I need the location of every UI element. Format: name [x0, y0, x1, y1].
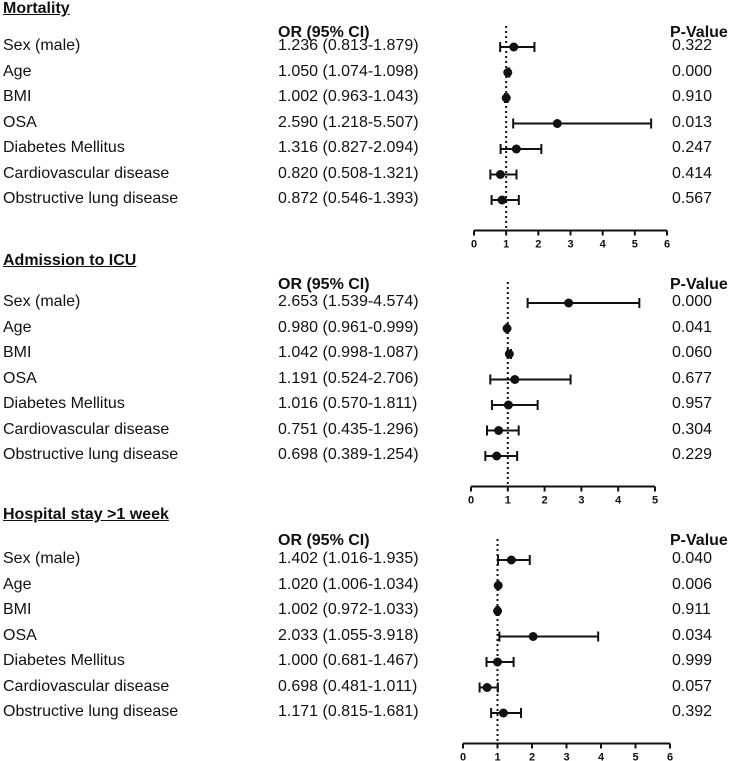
odds-ratio-point — [507, 556, 516, 565]
row-p-value: 0.304 — [672, 420, 713, 438]
row-or-ci: 1.020 (1.006-1.034) — [278, 575, 419, 593]
row-label: Obstructive lung disease — [3, 703, 179, 720]
row-or-ci: 1.002 (0.972-1.033) — [278, 601, 419, 618]
or-column-header: OR (95% CI) — [278, 532, 370, 549]
row-p-value: 0.392 — [672, 703, 713, 720]
x-tick-label: 2 — [541, 494, 548, 507]
row-p-value: 0.567 — [672, 190, 713, 207]
row-label: Diabetes Mellitus — [3, 652, 125, 669]
row-p-value: 0.006 — [672, 575, 713, 593]
x-tick-label: 0 — [470, 238, 478, 251]
odds-ratio-point — [564, 299, 573, 308]
row-label: Diabetes Mellitus — [3, 395, 125, 412]
forest-panel-3 — [0, 506, 749, 761]
row-label: BMI — [3, 88, 32, 105]
x-tick-label: 4 — [599, 238, 606, 251]
odds-ratio-point — [510, 375, 519, 384]
x-tick-label: 1 — [494, 751, 501, 761]
p-value-column-header: P-Value — [670, 276, 728, 293]
x-tick-label: 2 — [535, 238, 542, 251]
odds-ratio-point — [496, 170, 505, 179]
row-p-value: 0.910 — [672, 88, 713, 105]
row-or-ci: 1.042 (0.998-1.087) — [278, 344, 419, 361]
row-p-value: 0.911 — [672, 601, 711, 618]
x-tick-label: 3 — [567, 238, 574, 251]
row-label: Sex (male) — [3, 550, 81, 567]
odds-ratio-point — [483, 683, 492, 692]
row-p-value: 0.057 — [672, 677, 713, 695]
x-tick-label: 6 — [663, 238, 671, 251]
row-or-ci: 2.033 (1.055-3.918) — [278, 626, 419, 644]
row-p-value: 0.040 — [672, 550, 713, 567]
row-or-ci: 0.698 (0.389-1.254) — [278, 446, 419, 463]
x-tick-label: 2 — [528, 751, 536, 761]
forest-panel-1 — [0, 0, 749, 250]
or-column-header: OR (95% CI) — [278, 24, 370, 41]
row-label: Cardiovascular disease — [3, 164, 170, 182]
row-p-value: 0.677 — [672, 369, 713, 387]
odds-ratio-point — [492, 452, 501, 461]
forest-panel-2 — [0, 252, 749, 507]
row-label: BMI — [3, 344, 32, 361]
odds-ratio-point — [509, 43, 518, 52]
row-label: OSA — [3, 626, 37, 644]
row-or-ci: 0.872 (0.546-1.393) — [278, 190, 419, 207]
row-or-ci: 0.751 (0.435-1.296) — [278, 420, 419, 438]
row-or-ci: 2.590 (1.218-5.507) — [278, 113, 419, 131]
row-p-value: 0.000 — [672, 62, 713, 80]
row-or-ci: 0.698 (0.481-1.011) — [278, 677, 418, 695]
x-tick-label: 0 — [459, 751, 467, 761]
row-p-value: 0.060 — [672, 344, 713, 361]
x-tick-label: 3 — [563, 751, 570, 761]
row-or-ci: 1.191 (0.524-2.706) — [278, 369, 419, 387]
odds-ratio-point — [553, 119, 562, 128]
row-label: Cardiovascular disease — [3, 420, 170, 438]
x-tick-label: 0 — [467, 494, 475, 507]
row-label: Age — [3, 575, 32, 593]
panel-title: Hospital stay >1 week — [3, 506, 169, 523]
row-or-ci: 0.820 (0.508-1.321) — [278, 164, 419, 182]
x-tick-label: 1 — [503, 238, 510, 251]
p-value-column-header: P-Value — [670, 24, 728, 41]
row-label: Sex (male) — [3, 37, 81, 54]
row-label: Diabetes Mellitus — [3, 139, 125, 156]
odds-ratio-point — [503, 68, 512, 77]
x-tick-label: 1 — [504, 494, 511, 507]
row-or-ci: 1.236 (0.813-1.879) — [278, 37, 419, 54]
odds-ratio-point — [499, 709, 508, 718]
odds-ratio-point — [494, 426, 503, 435]
row-or-ci: 1.316 (0.827-2.094) — [278, 139, 419, 156]
row-p-value: 0.229 — [672, 446, 713, 463]
odds-ratio-point — [529, 632, 538, 641]
row-label: Obstructive lung disease — [3, 446, 179, 463]
row-or-ci: 0.980 (0.961-0.999) — [278, 318, 419, 336]
row-or-ci: 2.653 (1.539-4.574) — [278, 293, 419, 310]
panel-title: Admission to ICU — [3, 252, 137, 269]
x-tick-label: 4 — [597, 751, 605, 761]
row-p-value: 0.999 — [672, 652, 713, 669]
x-tick-label: 4 — [615, 494, 622, 507]
row-or-ci: 1.171 (0.815-1.681) — [278, 703, 419, 720]
row-p-value: 0.414 — [672, 164, 713, 182]
row-p-value: 0.000 — [672, 293, 713, 310]
row-or-ci: 1.402 (1.016-1.935) — [278, 550, 419, 567]
row-label: Age — [3, 62, 32, 80]
panel-title: Mortality — [3, 0, 70, 17]
x-tick-label: 3 — [578, 494, 585, 507]
row-label: BMI — [3, 601, 32, 618]
or-column-header: OR (95% CI) — [278, 276, 370, 293]
row-p-value: 0.247 — [672, 139, 713, 156]
row-p-value: 0.013 — [672, 113, 713, 131]
x-tick-label: 6 — [666, 751, 674, 761]
row-or-ci: 1.050 (1.074-1.098) — [278, 62, 419, 80]
row-p-value: 0.041 — [672, 318, 713, 336]
row-label: OSA — [3, 369, 37, 387]
p-value-column-header: P-Value — [670, 532, 728, 549]
x-tick-label: 5 — [651, 494, 659, 507]
row-or-ci: 1.000 (0.681-1.467) — [278, 652, 419, 669]
row-label: Age — [3, 318, 32, 336]
row-label: OSA — [3, 113, 37, 131]
row-or-ci: 1.016 (0.570-1.811) — [278, 395, 418, 412]
odds-ratio-point — [505, 350, 514, 359]
row-label: Cardiovascular disease — [3, 677, 170, 695]
x-tick-label: 5 — [631, 238, 638, 251]
row-p-value: 0.957 — [672, 395, 713, 412]
row-or-ci: 1.002 (0.963-1.043) — [278, 88, 419, 105]
x-tick-label: 5 — [632, 751, 639, 761]
row-label: Sex (male) — [3, 293, 81, 310]
row-p-value: 0.322 — [672, 37, 713, 54]
row-p-value: 0.034 — [672, 626, 713, 644]
odds-ratio-point — [512, 145, 521, 154]
row-label: Obstructive lung disease — [3, 190, 179, 207]
